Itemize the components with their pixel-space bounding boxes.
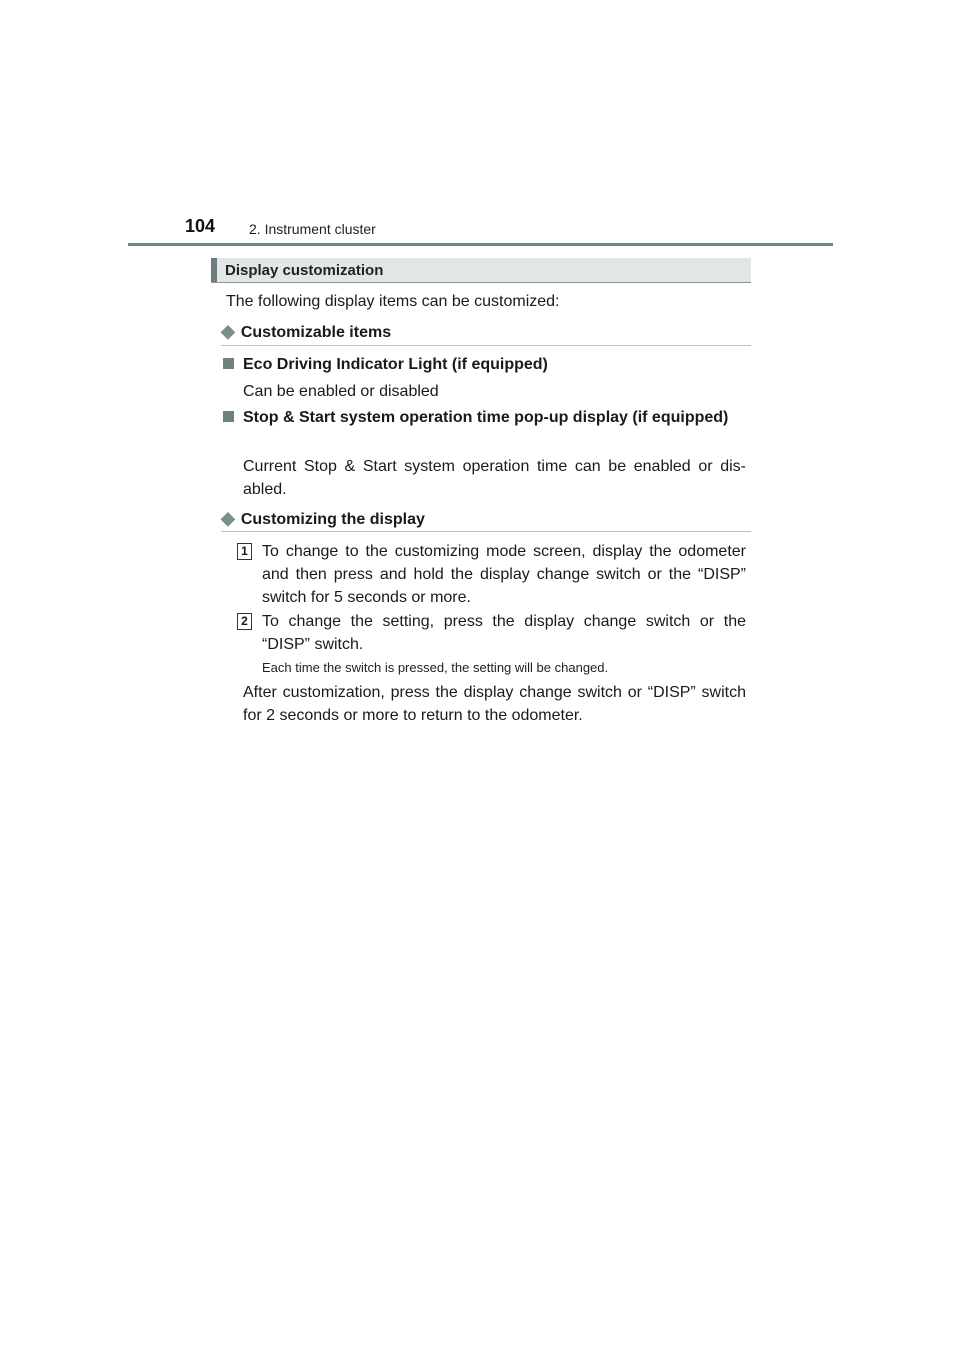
step-text: To change the setting, press the display change switch or the “DISP” switch. — [262, 613, 746, 653]
diamond-bullet-icon: ◆ — [221, 508, 235, 528]
item-description: Can be enabled or disabled — [243, 383, 439, 400]
item-description: Current Stop & Start system operation time can be enabled or dis-abled. — [243, 458, 746, 498]
step-text: To change to the customizing mode screen, display the odometer and then press and hold the display change switch or the “DISP” switch for 5 seconds or more. — [262, 543, 746, 606]
page-number: 104 — [185, 216, 216, 236]
section-bar-accent — [211, 258, 217, 282]
square-bullet-icon — [223, 358, 234, 369]
square-bullet-icon — [223, 411, 234, 422]
step-number-badge: 1 — [237, 543, 252, 560]
chapter-header: 2. Instrument cluster — [249, 221, 376, 237]
step-note: Each time the switch is pressed, the setting will be changed. — [262, 660, 609, 675]
subheading-rule — [221, 531, 751, 532]
diamond-bullet-icon: ◆ — [221, 321, 235, 341]
subheading-customizable-items — [221, 321, 391, 342]
subheading-rule — [221, 345, 751, 346]
section-title: Display customization — [225, 262, 384, 279]
closing-paragraph: After customization, press the display change switch or “DISP” switch for 2 seconds or more to return to the odometer. — [243, 684, 746, 724]
item-heading — [223, 406, 751, 429]
subheading-text: Customizable items — [240, 324, 392, 341]
step-number-badge: 2 — [237, 613, 252, 630]
item-title: Eco Driving Indicator Light (if equipped) — [243, 356, 548, 373]
section-title-bar — [211, 258, 751, 283]
section-intro: The following display items can be customized: — [226, 293, 560, 310]
header-rule — [128, 243, 833, 246]
subheading-customizing-display — [221, 508, 425, 529]
subheading-text: Customizing the display — [240, 511, 425, 528]
item-title: Stop & Start system operation time pop-up display (if equipped) — [243, 409, 729, 426]
item-heading — [223, 353, 751, 376]
